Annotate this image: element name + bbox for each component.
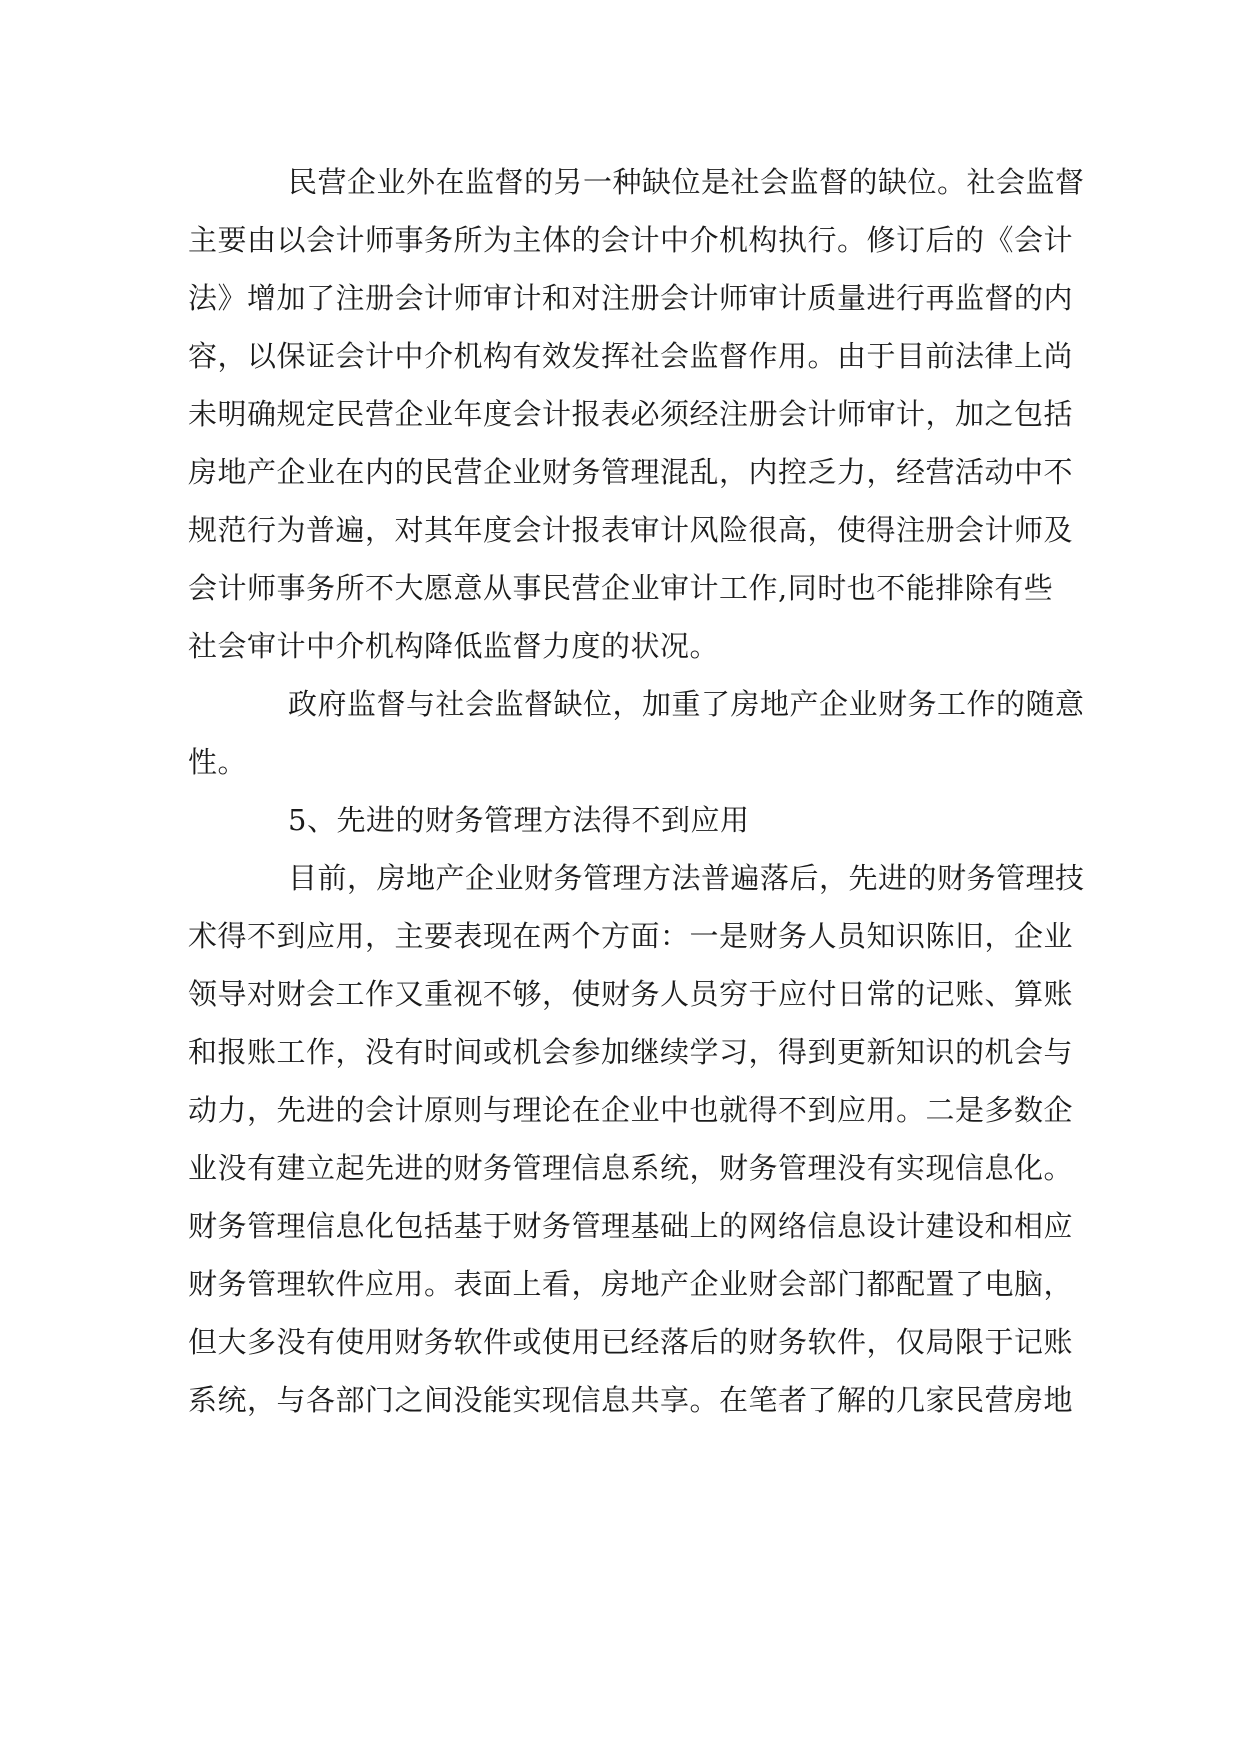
text-line: 系统，与各部门之间没能实现信息共享。在笔者了解的几家民营房地 <box>188 1383 1074 1417</box>
text-line: 未明确规定民营企业年度会计报表必须经注册会计师审计，加之包括 <box>188 397 1074 431</box>
text-line: 但大多没有使用财务软件或使用已经落后的财务软件，仅局限于记账 <box>188 1325 1074 1359</box>
section-heading: 5、先进的财务管理方法得不到应用 <box>288 803 750 837</box>
text-line: 法》增加了注册会计师审计和对注册会计师审计质量进行再监督的内 <box>188 281 1074 315</box>
text-line: 财务管理信息化包括基于财务管理基础上的网络信息设计建设和相应 <box>188 1209 1074 1243</box>
text-line: 领导对财会工作又重视不够，使财务人员穷于应付日常的记账、算账 <box>188 977 1074 1011</box>
text-line: 规范行为普遍，对其年度会计报表审计风险很高，使得注册会计师及 <box>188 513 1074 547</box>
text-line: 政府监督与社会监督缺位，加重了房地产企业财务工作的随意 <box>288 687 1085 721</box>
text-line: 业没有建立起先进的财务管理信息系统，财务管理没有实现信息化。 <box>188 1151 1074 1185</box>
text-line: 财务管理软件应用。表面上看，房地产企业财会部门都配置了电脑， <box>188 1267 1074 1301</box>
text-line: 会计师事务所不大愿意从事民营企业审计工作,同时也不能排除有些 <box>188 571 1054 605</box>
text-line: 目前，房地产企业财务管理方法普遍落后，先进的财务管理技 <box>288 861 1085 895</box>
text-line: 房地产企业在内的民营企业财务管理混乱，内控乏力，经营活动中不 <box>188 455 1074 489</box>
text-line: 容，以保证会计中介机构有效发挥社会监督作用。由于目前法律上尚 <box>188 339 1074 373</box>
text-line: 主要由以会计师事务所为主体的会计中介机构执行。修订后的《会计 <box>188 223 1074 257</box>
text-line: 性。 <box>188 745 248 779</box>
text-line: 社会审计中介机构降低监督力度的状况。 <box>188 629 720 663</box>
text-line: 和报账工作，没有时间或机会参加继续学习，得到更新知识的机会与 <box>188 1035 1074 1069</box>
text-line: 术得不到应用，主要表现在两个方面：一是财务人员知识陈旧，企业 <box>188 919 1074 953</box>
text-line: 民营企业外在监督的另一种缺位是社会监督的缺位。社会监督 <box>288 165 1085 199</box>
text-line: 动力，先进的会计原则与理论在企业中也就得不到应用。二是多数企 <box>188 1093 1074 1127</box>
